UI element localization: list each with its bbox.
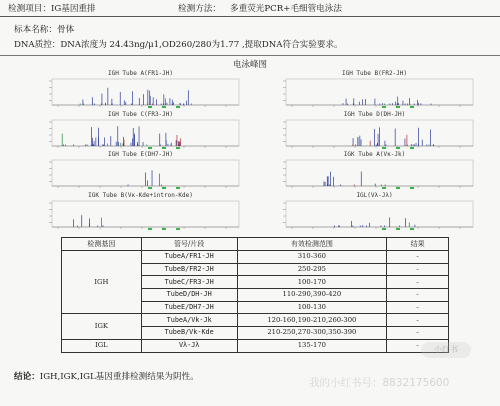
dna-qc-line [14, 39, 343, 52]
range-cell: 110-290,390-420 [237, 289, 387, 302]
size-marker [410, 147, 414, 149]
size-marker [410, 106, 414, 108]
tube-cell: TubeC/FR3-JH [141, 276, 237, 289]
panel-chart [272, 119, 477, 150]
plot-frame [286, 201, 473, 227]
result-cell: - [387, 314, 449, 327]
column-header: 结果 [387, 238, 449, 251]
panel-chart [38, 200, 243, 231]
table-row [62, 314, 449, 327]
size-marker [396, 106, 400, 108]
column-header: 有效检测范围 [237, 238, 387, 251]
result-cell: - [387, 339, 449, 352]
result-cell: - [387, 276, 449, 289]
size-marker [176, 187, 180, 189]
range-cell: 100-130 [237, 301, 387, 314]
panel-igh-tube-d [272, 112, 477, 150]
result-cell: - [387, 301, 449, 314]
tube-cell: TubeA/FR1-JH [141, 251, 237, 264]
result-cell: - [387, 251, 449, 264]
gene-cell: IGK [62, 314, 142, 339]
electropherogram-title: 电泳峰图 [232, 60, 267, 70]
conclusion-line [14, 371, 199, 383]
header-divider [0, 16, 500, 17]
size-marker [382, 147, 386, 149]
tube-cell: TubeD/DH-JH [141, 289, 237, 302]
size-marker [162, 228, 166, 230]
range-cell: 120-160,190-210,260-300 [237, 314, 387, 327]
panel-igh-tube-e [38, 152, 243, 190]
range-cell: 135-170 [237, 339, 387, 352]
size-marker [396, 228, 400, 230]
dna-qc-label: DNA质控： [14, 40, 61, 50]
panel-title: IGH Tube D(DH-JH) [343, 111, 406, 118]
size-marker [410, 187, 414, 189]
size-marker [176, 147, 180, 149]
plot-frame [286, 79, 473, 105]
plot-frame [52, 201, 239, 227]
panel-title: IGH Tube B(FR2-JH) [341, 70, 408, 77]
size-marker [148, 106, 152, 108]
panel-igh-tube-b [272, 71, 477, 109]
tube-cell: TubeE/DH7-JH [141, 301, 237, 314]
size-marker [410, 228, 414, 230]
result-cell: - [387, 327, 449, 340]
conclusion-value: IGH,IGK,IGL基因重排检测结果为阴性。 [39, 372, 199, 382]
results-table [61, 237, 449, 353]
panel-title: IGL(Vλ-Jλ) [356, 192, 393, 199]
table-row [62, 339, 449, 352]
panel-chart [38, 78, 243, 109]
range-cell: 310-360 [237, 251, 387, 264]
gene-cell: IGH [62, 251, 142, 314]
tube-cell: Vλ-Jλ [141, 339, 237, 352]
result-cell: - [387, 289, 449, 302]
panel-igk-tube-b [38, 193, 243, 231]
tube-cell: TubeB/FR2-JH [141, 263, 237, 276]
test-method-value: 多重荧光PCR+毛细管电泳法 [230, 4, 342, 14]
table-header-row [62, 238, 449, 251]
platform-badge: 小红书 [421, 342, 471, 358]
tube-cell: TubeB/Vk-Kde [141, 327, 237, 340]
size-marker [162, 106, 166, 108]
panel-title: IGH Tube C(FR3-JH) [107, 111, 174, 118]
size-marker [148, 147, 152, 149]
dna-qc-value: DNA浓度为 24.43ng/μ1,OD260/280为1.77 ,提取DNA符合实验要求。 [60, 40, 343, 50]
panel-igk-tube-a [272, 152, 477, 190]
column-header: 管号/片段 [141, 238, 237, 251]
panel-chart [38, 119, 243, 150]
table-row [62, 251, 449, 264]
size-marker [162, 187, 166, 189]
plot-frame [52, 120, 239, 146]
panel-chart [272, 200, 477, 231]
test-method-label: 检测方法： [178, 4, 221, 14]
column-header: 检测基因 [62, 238, 142, 251]
range-cell: 100-170 [237, 276, 387, 289]
panel-title: IGH Tube E(DH7-JH) [107, 151, 174, 158]
panel-igh-tube-a [38, 71, 243, 109]
size-marker [396, 187, 400, 189]
size-marker [382, 187, 386, 189]
size-marker [396, 147, 400, 149]
size-marker [162, 147, 166, 149]
size-marker [382, 106, 386, 108]
qc-divider [0, 55, 500, 56]
panel-chart [272, 159, 477, 190]
plot-frame [286, 160, 473, 186]
range-cell: 210-250,270-300,350-390 [237, 327, 387, 340]
panel-title: IGK Tube B(Vκ-Kde+intron-Kde) [88, 192, 193, 199]
size-marker [148, 228, 152, 230]
specimen-label: 标本名称： [14, 25, 57, 35]
range-cell: 250-295 [237, 263, 387, 276]
gene-cell: IGL [62, 339, 142, 352]
specimen-value: 骨体 [56, 25, 75, 35]
report-header [8, 2, 492, 16]
size-marker [148, 187, 152, 189]
plot-frame [52, 79, 239, 105]
size-marker [176, 106, 180, 108]
panel-igl [272, 193, 477, 231]
panel-igh-tube-c [38, 112, 243, 150]
size-marker [382, 228, 386, 230]
specimen-line [14, 24, 74, 37]
tube-cell: TubeA/Vk-Jk [141, 314, 237, 327]
panel-chart [272, 78, 477, 109]
panel-title: IGH Tube A(FR1-JH) [107, 70, 174, 77]
watermark: 我的小红书号：8832175600 [309, 377, 450, 389]
test-item: 检测项目：IG基因重排 [8, 4, 96, 14]
result-cell: - [387, 263, 449, 276]
size-marker [176, 228, 180, 230]
panel-chart [38, 159, 243, 190]
conclusion-label: 结论： [14, 372, 40, 382]
panel-title: IGK Tube A(Vκ-Jk) [343, 151, 406, 158]
